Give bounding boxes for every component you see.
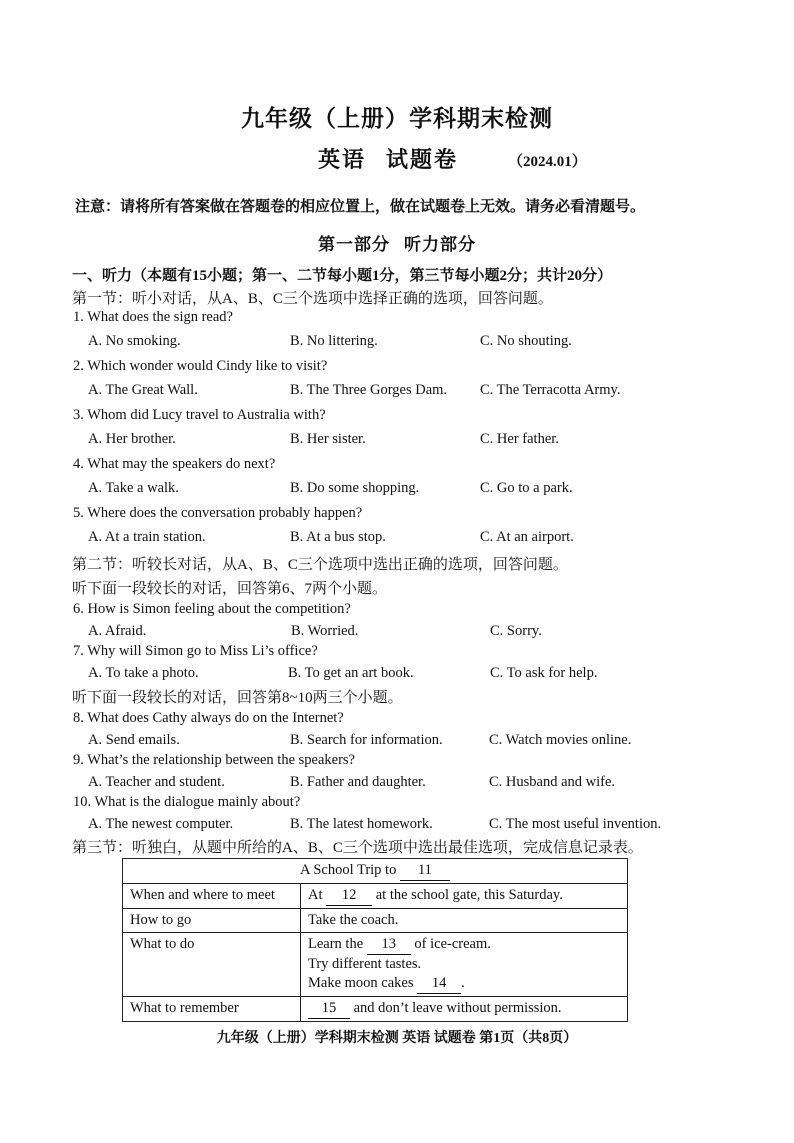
table-row [123,997,628,1022]
row-label-meet: When and where to meet [123,884,301,909]
q5-option-a: A. At a train station. [88,529,206,545]
table-title: A School Trip to 11 [123,859,628,884]
subject-title [318,143,458,174]
q9-option-c: C. Husband and wife. [489,774,616,790]
q5-option-c: C. At an airport. [480,529,574,545]
q7-option-a: A. To take a photo. [88,665,199,681]
table-row [123,909,628,933]
blank-14: 14 [417,974,461,994]
q8-option-c: C. Watch movies online. [489,732,632,748]
blank-15: 15 [308,999,350,1019]
table-row [123,884,628,909]
question-6: 6. How is Simon feeling about the competition? [73,601,351,617]
row-value-how: Take the coach. [301,909,628,933]
question-3: 3. Whom did Lucy travel to Australia with? [73,407,326,423]
q3-option-c: C. Her father. [480,431,559,447]
q6-option-c: C. Sorry. [490,623,542,639]
blank-11: 11 [400,861,450,881]
q3-option-b: B. Her sister. [290,431,366,447]
part2-instruction: 第二节：听较长对话，从A、B、C三个选项中选出正确的选项，回答问题。 [72,557,568,573]
notice-text: 注意：请将所有答案做在答题卷的相应位置上，做在试题卷上无效。请务必看清题号。 [75,199,646,215]
part-number: 第一部分 [318,235,390,254]
exam-title: 九年级（上册）学科期末检测 [241,106,553,131]
exam-date: （2024.01） [508,154,587,170]
question-5: 5. Where does the conversation probably happen? [73,505,363,521]
q4-option-b: B. Do some shopping. [290,480,420,496]
row-value-remember: 15 and don’t leave without permission. [301,997,628,1022]
page-footer: 九年级（上册）学科期末检测 英语 试题卷 第1页（共8页） [216,1031,578,1046]
q1-option-c: C. No shouting. [480,333,572,349]
part1-instruction: 第一节：听小对话，从A、B、C三个选项中选择正确的选项，回答问题。 [72,291,553,307]
q5-option-b: B. At a bus stop. [290,529,386,545]
blank-13: 13 [367,935,411,955]
q8-option-a: A. Send emails. [88,732,180,748]
row-value-what: Learn the 13 of ice-cream. Try different tastes. Make moon cakes 14 . [301,933,628,997]
q2-option-c: C. The Terracotta Army. [480,382,621,398]
table-title-row [123,859,628,884]
q1-option-b: B. No littering. [290,333,378,349]
paper-type: 试题卷 [386,147,459,172]
part-name: 听力部分 [404,235,476,254]
question-9: 9. What’s the relationship between the speakers? [73,752,355,768]
q1-option-a: A. No smoking. [88,333,181,349]
q9-option-a: A. Teacher and student. [88,774,225,790]
q3-option-a: A. Her brother. [88,431,176,447]
q6-option-a: A. Afraid. [88,623,147,639]
dialog-8-10-instruction: 听下面一段较长的对话，回答第8~10两三个小题。 [72,690,403,706]
question-8: 8. What does Cathy always do on the Internet? [73,710,344,726]
q10-option-b: B. The latest homework. [290,816,433,832]
part-title [0,230,794,255]
question-4: 4. What may the speakers do next? [73,456,276,472]
row-label-what: What to do [123,933,301,997]
row-label-how: How to go [123,909,301,933]
subject-name: 英语 [318,147,367,172]
q7-option-b: B. To get an art book. [288,665,414,681]
q8-option-b: B. Search for information. [290,732,443,748]
section-heading: 一、听力（本题有15小题；第一、二节每小题1分，第三节每小题2分；共计20分） [72,268,613,284]
part3-instruction: 第三节：听独白，从题中所给的A、B、C三个选项中选出最佳选项，完成信息记录表。 [72,840,643,856]
row-label-remember: What to remember [123,997,301,1022]
q10-option-a: A. The newest computer. [88,816,234,832]
q2-option-a: A. The Great Wall. [88,382,198,398]
q2-option-b: B. The Three Gorges Dam. [290,382,448,398]
question-10: 10. What is the dialogue mainly about? [73,794,301,810]
q9-option-b: B. Father and daughter. [290,774,426,790]
row-value-meet: At 12 at the school gate, this Saturday. [301,884,628,909]
q4-option-c: C. Go to a park. [480,480,573,496]
q4-option-a: A. Take a walk. [88,480,179,496]
q6-option-b: B. Worried. [291,623,359,639]
question-2: 2. Which wonder would Cindy like to visit? [73,358,328,374]
dialog-6-7-instruction: 听下面一段较长的对话，回答第6、7两个小题。 [72,581,388,597]
question-1: 1. What does the sign read? [73,309,233,325]
info-record-table [122,858,628,1022]
q10-option-c: C. The most useful invention. [489,816,662,832]
question-7: 7. Why will Simon go to Miss Li’s office? [73,643,318,659]
table-row [123,933,628,997]
blank-12: 12 [326,886,372,906]
q7-option-c: C. To ask for help. [490,665,598,681]
